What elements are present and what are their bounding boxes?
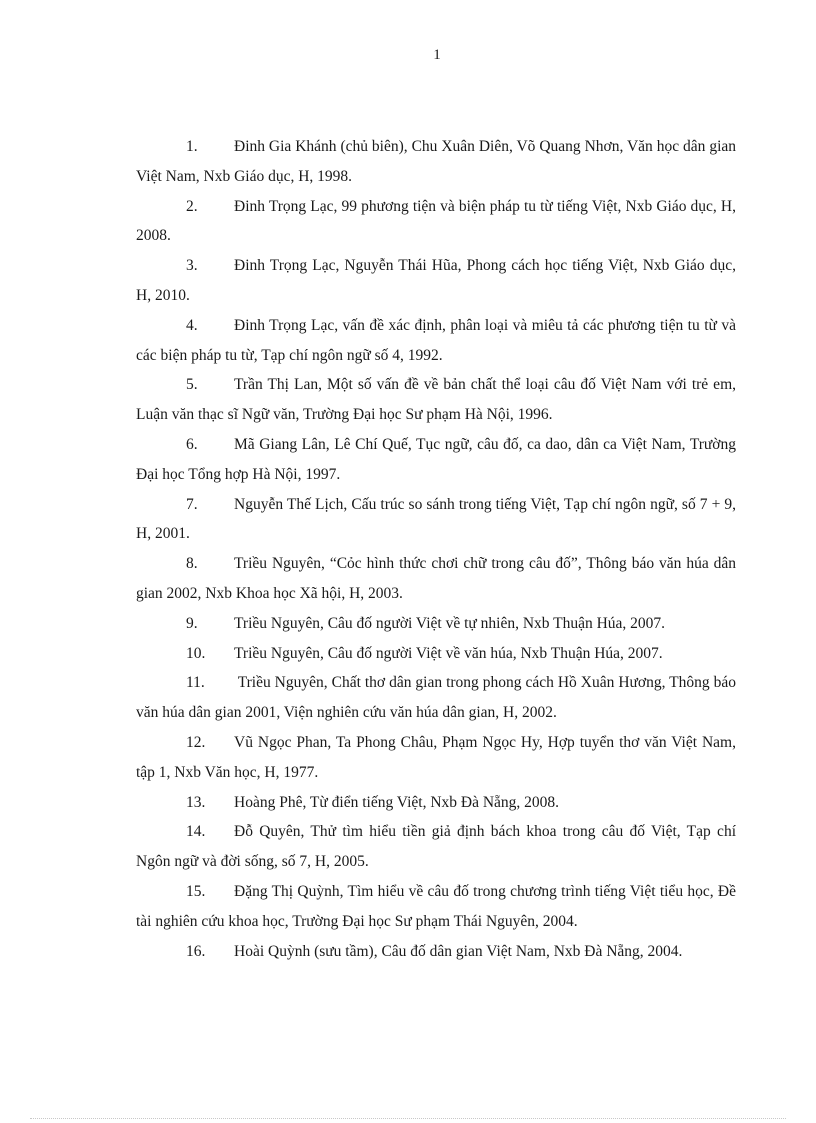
reference-item xyxy=(136,430,736,490)
reference-text: Đinh Gia Khánh (chủ biên), Chu Xuân Diên, Võ Quang Nhơn, Văn học dân gian Việt Nam, Nxb Giáo dục, H, 1998. xyxy=(136,138,736,185)
reference-text: Đinh Trọng Lạc, vấn đề xác định, phân loại và miêu tả các phương tiện tu từ và các biện pháp tu từ, Tạp chí ngôn ngữ số 4, 1992. xyxy=(136,316,736,364)
reference-item xyxy=(136,937,736,967)
reference-number: 9. xyxy=(186,614,198,632)
reference-text: Triều Nguyên, Câu đố người Việt về văn húa, Nxb Thuận Húa, 2007. xyxy=(234,644,663,662)
reference-number: 14. xyxy=(186,823,206,841)
reference-number: 16. xyxy=(186,942,206,960)
reference-text: Đinh Trọng Lạc, Nguyễn Thái Hũa, Phong cách học tiếng Việt, Nxb Giáo dục, H, 2010. xyxy=(136,257,736,304)
reference-text: Đỗ Quyên, Thử tìm hiểu tiền giả định bách khoa trong câu đố Việt, Tạp chí Ngôn ngữ và đời sống, số 7, H, 2005. xyxy=(136,823,736,871)
reference-number: 5. xyxy=(186,376,198,394)
reference-list xyxy=(136,132,736,966)
reference-text: Hoài Quỳnh (sưu tầm), Câu đố dân gian Việt Nam, Nxb Đà Nẵng, 2004. xyxy=(234,942,683,960)
reference-item xyxy=(136,192,736,252)
reference-text: Trần Thị Lan, Một số vấn đề về bản chất thể loại câu đố Việt Nam với trẻ em, Luận văn thạc sĩ Ngữ văn, Trường Đại học Sư phạm Hà Nội, 1996. xyxy=(136,376,736,424)
reference-number: 13. xyxy=(186,793,206,811)
reference-text: Đặng Thị Quỳnh, Tìm hiểu về câu đố trong chương trình tiếng Việt tiểu học, Đề tài nghiên cứu khoa học, Trường Đại học Sư phạm Thái Nguyên, 2004. xyxy=(136,882,736,930)
reference-number: 7. xyxy=(186,495,198,513)
reference-item xyxy=(136,370,736,430)
reference-number: 15. xyxy=(186,882,206,900)
reference-item xyxy=(136,788,736,818)
reference-item xyxy=(136,609,736,639)
reference-number: 10. xyxy=(186,644,206,662)
reference-text: Nguyễn Thế Lịch, Cấu trúc so sánh trong tiếng Việt, Tạp chí ngôn ngữ, số 7 + 9, H, 2001. xyxy=(136,495,736,543)
reference-item xyxy=(136,132,736,192)
reference-item xyxy=(136,639,736,669)
reference-item xyxy=(136,311,736,371)
reference-number: 12. xyxy=(186,733,206,751)
reference-item xyxy=(136,668,736,728)
reference-text: Hoàng Phê, Từ điển tiếng Việt, Nxb Đà Nẵng, 2008. xyxy=(234,793,560,811)
reference-text: Triều Nguyên, “Cỏc hình thức chơi chữ trong câu đố”, Thông báo văn húa dân gian 2002, Nxb Khoa học Xã hội, H, 2003. xyxy=(136,555,736,602)
page-number: 1 xyxy=(433,47,441,63)
reference-text: Đinh Trọng Lạc, 99 phương tiện và biện pháp tu từ tiếng Việt, Nxb Giáo dục, H, 2008. xyxy=(136,197,736,245)
reference-item xyxy=(136,251,736,311)
reference-text: Triều Nguyên, Chất thơ dân gian trong phong cách Hồ Xuân Hương, Thông báo văn húa dân gian 2001, Viện nghiên cứu văn húa dân gian, H, 2002. xyxy=(136,674,736,722)
reference-text: Vũ Ngọc Phan, Ta Phong Châu, Phạm Ngọc Hy, Hợp tuyển thơ văn Việt Nam, tập 1, Nxb Văn học, H, 1977. xyxy=(136,733,736,781)
reference-number: 4. xyxy=(186,316,198,334)
reference-item xyxy=(136,728,736,788)
reference-item xyxy=(136,877,736,937)
page-bottom-divider xyxy=(30,1118,786,1119)
reference-number: 2. xyxy=(186,197,198,215)
reference-number: 8. xyxy=(186,555,198,573)
reference-number: 3. xyxy=(186,257,198,275)
reference-number: 1. xyxy=(186,138,198,155)
reference-item xyxy=(136,490,736,550)
reference-number: 11. xyxy=(186,674,205,692)
reference-item xyxy=(136,549,736,609)
reference-text: Mã Giang Lân, Lê Chí Quế, Tục ngữ, câu đố, ca dao, dân ca Việt Nam, Trường Đại học Tổng hợp Hà Nội, 1997. xyxy=(136,435,736,483)
reference-number: 6. xyxy=(186,435,198,453)
reference-text: Triều Nguyên, Câu đố người Việt về tự nhiên, Nxb Thuận Húa, 2007. xyxy=(234,614,666,632)
reference-item xyxy=(136,817,736,877)
